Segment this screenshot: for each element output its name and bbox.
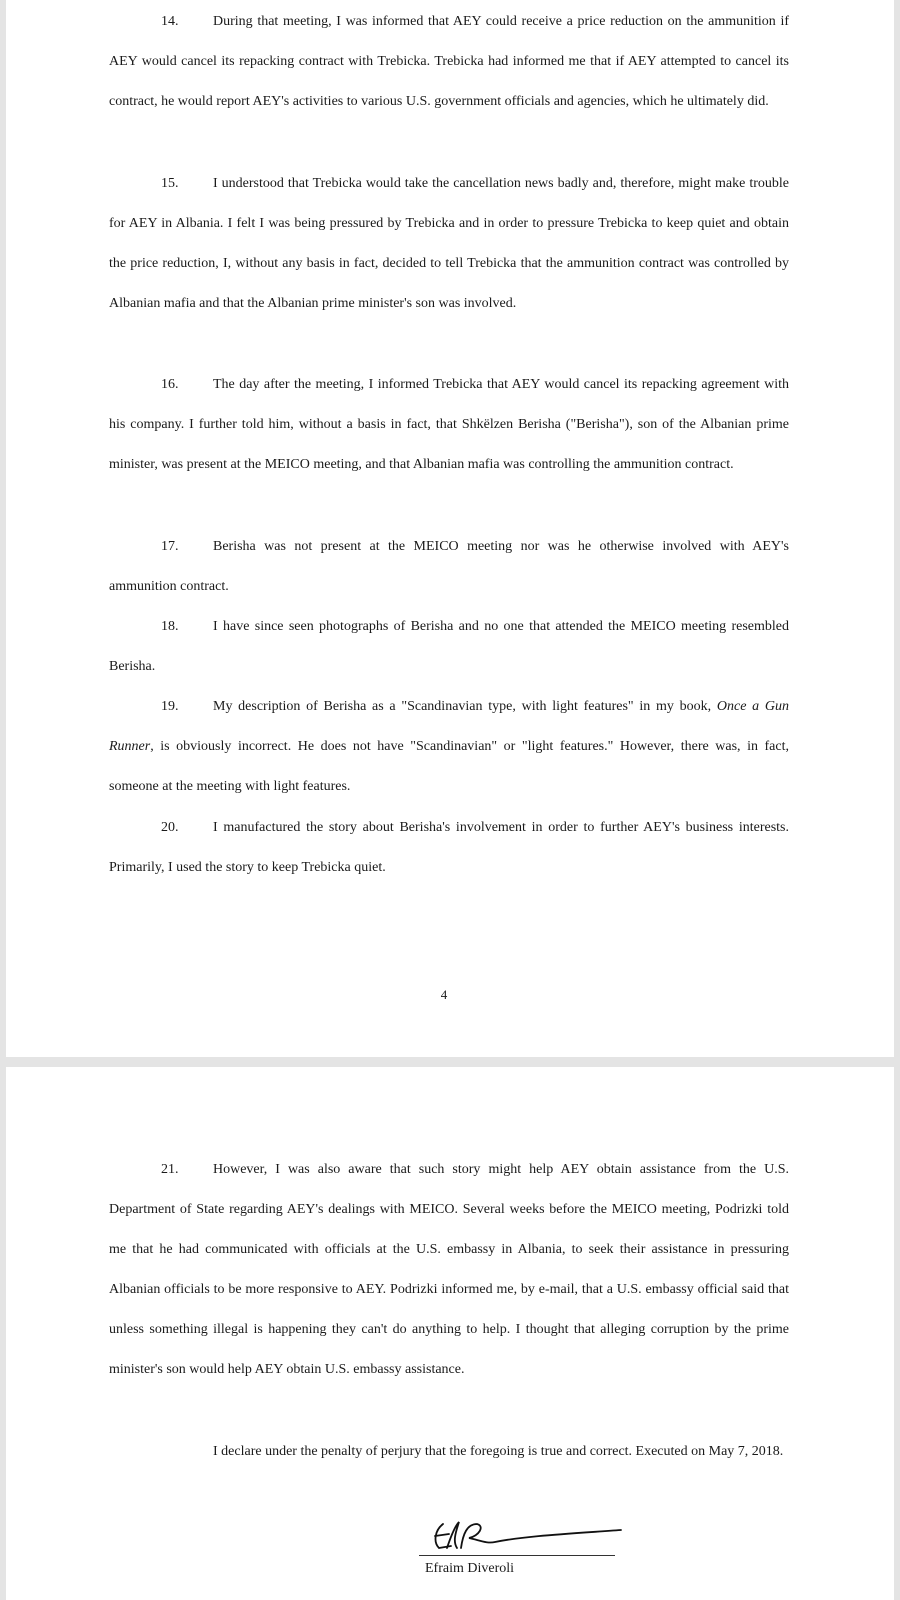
signature-line <box>419 1555 615 1556</box>
paragraph-number: 15. <box>161 176 179 191</box>
handwritten-signature <box>425 1518 625 1554</box>
paragraph-number: 17. <box>161 539 179 554</box>
declaration-text: I declare under the penalty of perjury that the foregoing is true and correct. Executed on May 7, 2018. <box>213 1444 784 1459</box>
paragraph-19 <box>109 687 789 807</box>
paragraph-number: 19. <box>161 699 179 714</box>
signer-name: Efraim Diveroli <box>425 1561 515 1576</box>
paragraph-text: I manufactured the story about Berisha's involvement in order to further AEY's business interests. Primarily, I used the story to keep Trebicka quiet. <box>109 820 789 875</box>
paragraph-18 <box>109 607 789 687</box>
paragraph-17 <box>109 527 789 607</box>
paragraph-number: 20. <box>161 820 179 835</box>
paragraph-text-after: , is obviously incorrect. He does not have "Scandinavian" or "light features." However, there was, in fact, someone at the meeting with light features. <box>109 739 789 794</box>
paragraph-text: The day after the meeting, I informed Trebicka that AEY would cancel its repacking agreement with his company. I further told him, without a basis in fact, that Shkëlzen Berisha ("Berisha"), son of the Albanian prime minister, was present at the MEICO meeting, and that Albanian mafia was controlling the ammunition contract. <box>109 377 789 472</box>
paragraph-number: 21. <box>161 1162 179 1177</box>
page-number: 4 <box>440 987 448 1002</box>
paragraph-text: I have since seen photographs of Berisha and no one that attended the MEICO meeting resembled Berisha. <box>109 619 789 674</box>
paragraph-text-before: My description of Berisha as a "Scandinavian type, with light features" in my book, <box>213 699 717 714</box>
paragraph-text: I understood that Trebicka would take the cancellation news badly and, therefore, might make trouble for AEY in Albania. I felt I was being pressured by Trebicka and in order to pressure Trebicka to keep quiet and obtain the price reduction, I, without any basis in fact, decided to tell Trebicka that the ammunition contract was controlled by Albanian mafia and that the Albanian prime minister's son was involved. <box>109 176 789 311</box>
paragraph-16 <box>109 365 789 485</box>
book-title: Once a Gun Runner <box>109 699 789 754</box>
declaration <box>109 1432 789 1472</box>
paragraph-20 <box>109 808 789 888</box>
paragraph-15 <box>109 164 789 324</box>
paragraph-14 <box>109 2 789 122</box>
paragraph-number: 14. <box>161 14 179 29</box>
paragraph-text: However, I was also aware that such story might help AEY obtain assistance from the U.S. Department of State regarding AEY's dealings with MEICO. Several weeks before the MEICO meeting, Podrizki told me that he had communicated with officials at the U.S. embassy in Albania, to seek their assistance in pressuring Albanian officials to be more responsive to AEY. Podrizki informed me, by e-mail, that a U.S. embassy official said that unless something illegal is happening they can't do anything to help. I thought that alleging corruption by the prime minister's son would help AEY obtain U.S. embassy assistance. <box>109 1162 789 1377</box>
paragraph-number: 18. <box>161 619 179 634</box>
paragraph-21 <box>109 1150 789 1390</box>
paragraph-text: During that meeting, I was informed that AEY could receive a price reduction on the ammunition if AEY would cancel its repacking contract with Trebicka. Trebicka had informed me that if AEY attempted to cancel its contract, he would report AEY's activities to various U.S. government officials and agencies, which he ultimately did. <box>109 14 789 109</box>
paragraph-number: 16. <box>161 377 179 392</box>
paragraph-text: Berisha was not present at the MEICO meeting nor was he otherwise involved with AEY's ammunition contract. <box>109 539 789 594</box>
